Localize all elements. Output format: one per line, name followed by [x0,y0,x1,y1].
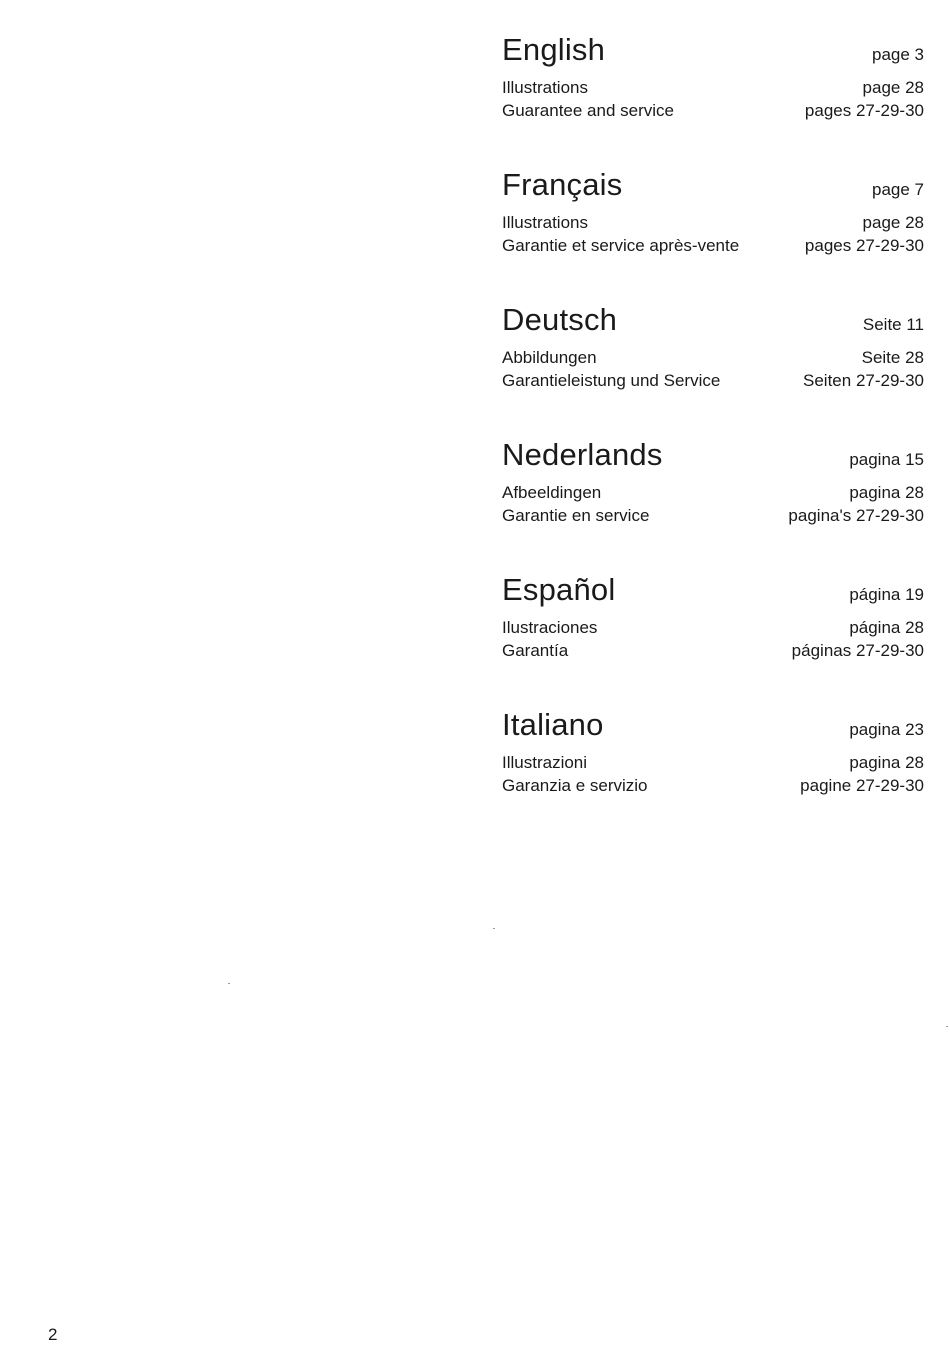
toc-entry-page: pagina 28 [849,753,924,772]
toc-entry [502,504,924,527]
language-title: Français [502,167,623,202]
language-page-ref: pagina 23 [849,720,924,739]
toc-entry-page: pagina 28 [849,483,924,502]
section-espanol [502,570,924,705]
toc-entry-page: Seiten 27-29-30 [803,371,924,390]
section-nederlands [502,435,924,570]
toc-entry-label: Abbildungen [502,348,597,367]
toc-entry-page: page 28 [862,78,924,97]
toc-entry [502,616,924,639]
toc-entry-page: Seite 28 [861,348,924,367]
toc-entry-page: pagina's 27-29-30 [788,506,924,525]
toc-entry-label: Garantie et service après-vente [502,236,740,255]
language-page-ref: page 7 [872,180,924,199]
scan-speck [946,1026,948,1027]
language-heading-row [502,435,924,475]
toc-entry [502,76,924,99]
toc-entry [502,774,924,797]
language-heading-row [502,165,924,205]
language-heading-row [502,30,924,70]
toc-entry-page: pages 27-29-30 [804,101,924,120]
toc-entry-page: pagine 27-29-30 [800,776,924,795]
toc-entry [502,639,924,662]
toc-entry [502,346,924,369]
language-heading-row [502,300,924,340]
language-heading-row [502,705,924,745]
toc-entry-label: Garantie en service [502,506,650,525]
toc-entry-label: Illustrations [502,213,588,232]
language-page-ref: page 3 [872,45,924,64]
toc-entry-label: Illustrations [502,78,588,97]
toc-entry [502,234,924,257]
section-francais [502,165,924,300]
toc-entry-label: Garanzia e servizio [502,776,648,795]
language-page-ref: Seite 11 [862,315,924,334]
scan-speck [493,928,495,929]
language-title: Español [502,572,616,607]
toc-entry-label: Illustrazioni [502,753,588,772]
language-page-ref: página 19 [849,585,924,604]
scan-speck [228,983,230,984]
toc-entry-page: page 28 [862,213,924,232]
toc-entry [502,211,924,234]
language-heading-row [502,570,924,610]
section-deutsch [502,300,924,435]
language-title: Italiano [502,707,604,742]
table-of-contents [502,30,924,840]
toc-entry [502,369,924,392]
toc-entry-label: Ilustraciones [502,618,598,637]
toc-entry [502,99,924,122]
toc-entry [502,751,924,774]
toc-entry-label: Guarantee and service [502,101,674,120]
toc-entry-label: Afbeeldingen [502,483,602,502]
language-page-ref: pagina 15 [849,450,924,469]
language-title: Nederlands [502,437,663,472]
toc-entry-page: página 28 [849,618,924,637]
section-italiano [502,705,924,840]
toc-entry-label: Garantieleistung und Service [502,371,721,390]
page-number: 2 [48,1325,58,1344]
language-title: English [502,32,606,67]
toc-entry-page: pages 27-29-30 [804,236,924,255]
toc-entry-page: páginas 27-29-30 [791,641,924,660]
toc-entry-label: Garantía [502,641,569,660]
toc-entry [502,481,924,504]
section-english [502,30,924,165]
language-title: Deutsch [502,302,618,337]
